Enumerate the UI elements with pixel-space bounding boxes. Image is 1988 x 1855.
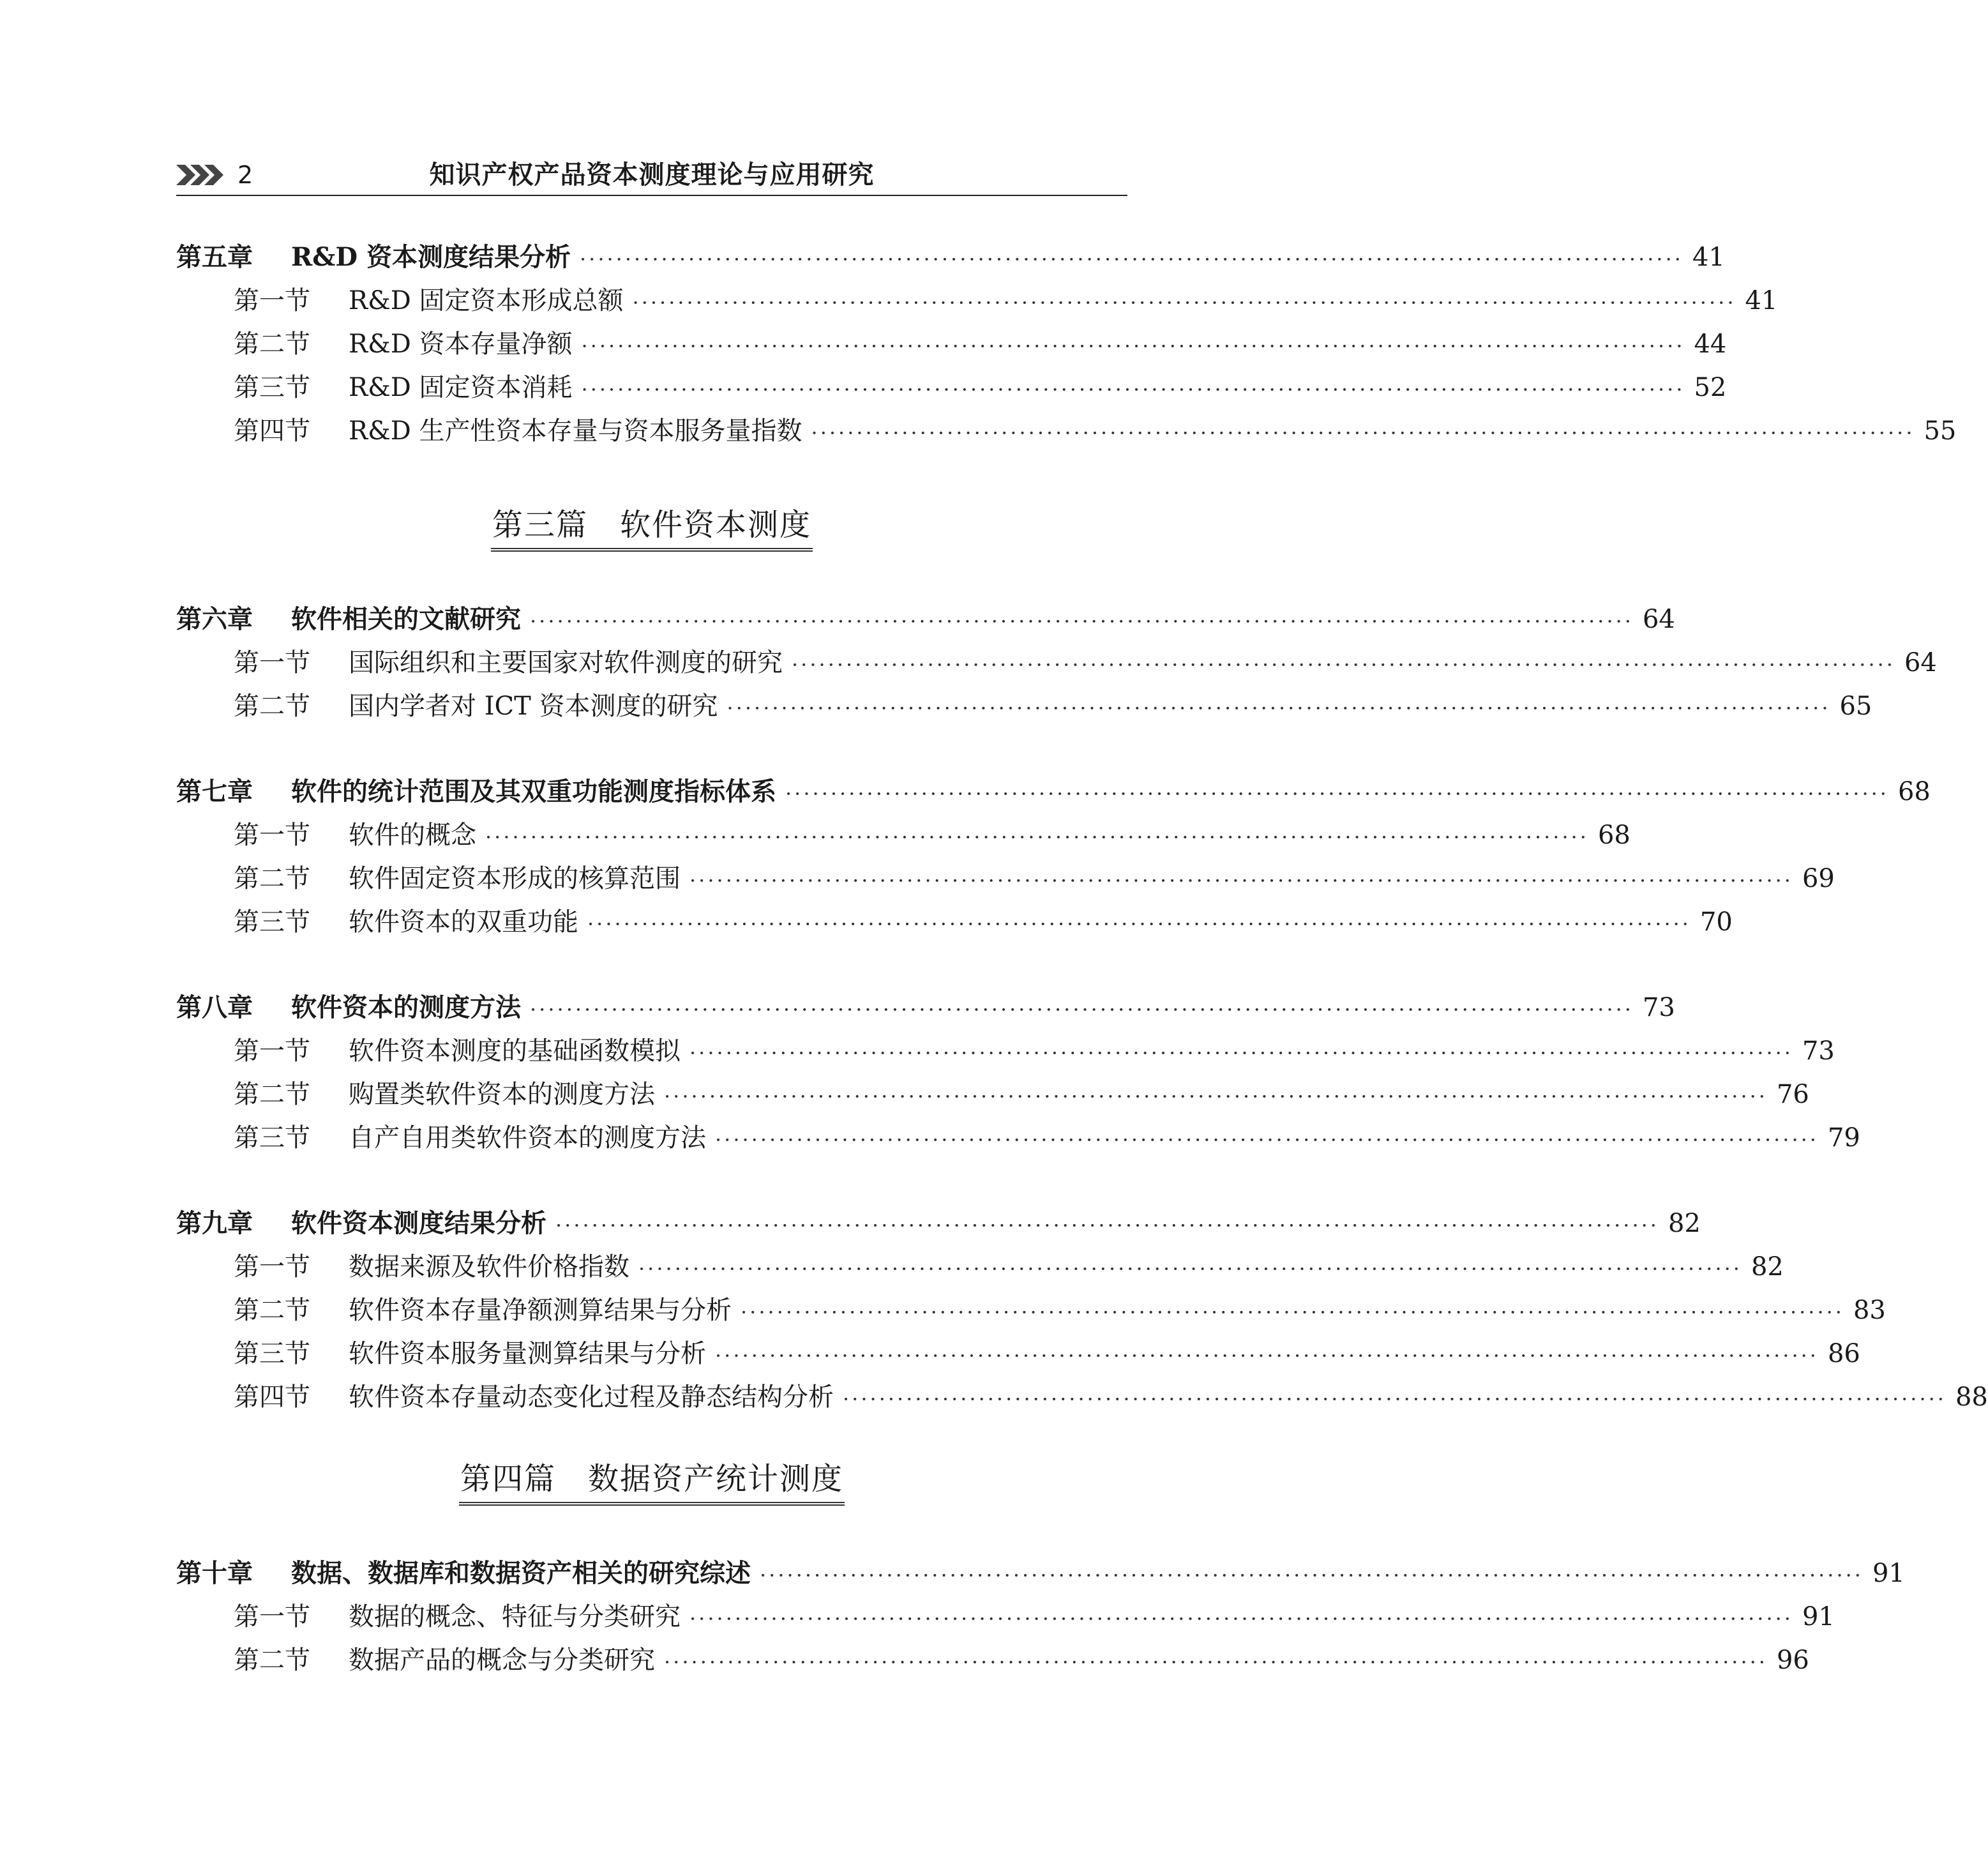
toc-section[interactable] <box>234 1336 1860 1372</box>
toc-chapter-10[interactable] <box>176 1556 1905 1591</box>
section-title: 软件固定资本形成的核算范围 <box>349 864 681 893</box>
toc-section[interactable] <box>234 817 1630 853</box>
toc-section[interactable] <box>234 326 1727 362</box>
section-title: 自产自用类软件资本的测度方法 <box>349 1123 706 1153</box>
section-title: 软件资本测度的基础函数模拟 <box>349 1036 681 1066</box>
page-ref: 96 <box>1776 1646 1809 1675</box>
page-ref: 70 <box>1699 907 1733 937</box>
dot-leader: ·························································································································· <box>555 1213 1659 1238</box>
section-title: 软件资本存量动态变化过程及静态结构分析 <box>349 1382 834 1412</box>
page-ref: 73 <box>1802 1036 1835 1066</box>
toc-section[interactable] <box>234 861 1835 897</box>
dot-leader: ·························································································································· <box>579 247 1683 271</box>
dot-leader: ·························································································································· <box>689 1041 1793 1065</box>
page-ref: 88 <box>1955 1382 1988 1412</box>
dot-leader: ·························································································································· <box>581 334 1685 358</box>
page-ref: 73 <box>1642 993 1675 1022</box>
section-title: 国内学者对 ICT 资本测度的研究 <box>349 692 718 721</box>
page-ref: 76 <box>1776 1080 1809 1109</box>
dot-leader: ·························································································································· <box>760 1563 1864 1587</box>
chapter-title: R&D 资本测度结果分析 <box>291 242 571 272</box>
section-title: 购置类软件资本的测度方法 <box>349 1080 655 1109</box>
page-ref: 79 <box>1827 1123 1860 1153</box>
dot-leader: ·························································································································· <box>530 609 1634 633</box>
page-ref: 55 <box>1924 416 1957 446</box>
dot-leader: ·························································································································· <box>727 696 1831 720</box>
toc-chapter-8[interactable] <box>176 990 1675 1026</box>
section-number: 第二节 <box>234 1080 310 1109</box>
section-number: 第一节 <box>234 1252 310 1282</box>
section-title: 软件的概念 <box>349 821 476 850</box>
section-title: 软件资本存量净额测算结果与分析 <box>349 1296 732 1325</box>
dot-leader: ·························································································································· <box>485 825 1589 849</box>
toc-section[interactable] <box>234 1599 1835 1635</box>
section-title: R&D 生产性资本存量与资本服务量指数 <box>349 416 802 446</box>
section-title: R&D 固定资本形成总额 <box>349 286 624 315</box>
page-number: 2 <box>237 161 253 189</box>
section-title: 软件资本服务量测算结果与分析 <box>349 1339 706 1368</box>
dot-leader: ·························································································································· <box>689 868 1793 893</box>
section-title: 国际组织和主要国家对软件测度的研究 <box>349 648 783 678</box>
toc-chapter-6[interactable] <box>176 602 1675 637</box>
toc-section[interactable] <box>234 1292 1886 1328</box>
dot-leader: ·························································································································· <box>664 1650 1768 1674</box>
section-number: 第一节 <box>234 286 310 315</box>
chapter-number: 第六章 <box>176 604 253 634</box>
toc-section[interactable] <box>234 370 1727 405</box>
section-title: 数据的概念、特征与分类研究 <box>349 1602 681 1632</box>
section-title: 数据来源及软件价格指数 <box>349 1252 629 1282</box>
page-ref: 64 <box>1904 648 1937 678</box>
dot-leader: ·························································································································· <box>632 291 1736 315</box>
toc-section[interactable] <box>234 688 1872 724</box>
toc-chapter-9[interactable] <box>176 1206 1701 1241</box>
section-number: 第二节 <box>234 692 310 721</box>
dot-leader: ·························································································································· <box>792 653 1895 677</box>
section-title: 软件资本的双重功能 <box>349 907 578 937</box>
toc-chapter-5[interactable] <box>176 239 1725 275</box>
page-ref: 68 <box>1897 777 1931 806</box>
chapter-title: 软件资本的测度方法 <box>291 992 521 1022</box>
section-number: 第三节 <box>234 907 310 937</box>
page-ref: 82 <box>1751 1252 1784 1282</box>
section-number: 第一节 <box>234 1602 310 1632</box>
toc-section[interactable] <box>234 413 1957 449</box>
chapter-title: 数据、数据库和数据资产相关的研究综述 <box>291 1558 751 1588</box>
chapter-number: 第十章 <box>176 1558 253 1588</box>
section-number: 第二节 <box>234 864 310 893</box>
section-number: 第一节 <box>234 648 310 678</box>
page-ref: 65 <box>1839 692 1872 721</box>
toc-section[interactable] <box>234 645 1937 681</box>
section-number: 第一节 <box>234 1036 310 1066</box>
chapter-number: 第五章 <box>176 242 253 272</box>
toc-section[interactable] <box>234 1033 1835 1069</box>
section-number: 第一节 <box>234 821 310 850</box>
page-ref: 44 <box>1694 329 1727 359</box>
chapter-number: 第八章 <box>176 992 253 1022</box>
toc-section[interactable] <box>234 1642 1809 1678</box>
toc-section[interactable] <box>234 1077 1809 1112</box>
page-ref: 52 <box>1694 373 1727 402</box>
page-ref: 91 <box>1802 1602 1835 1632</box>
page-ref: 68 <box>1597 821 1630 850</box>
part-heading <box>176 504 1127 552</box>
part-heading <box>176 1458 1127 1506</box>
page-ref: 64 <box>1642 605 1675 634</box>
toc-section[interactable] <box>234 904 1733 940</box>
chapter-title: 软件资本测度结果分析 <box>291 1208 546 1238</box>
dot-leader: ·························································································································· <box>843 1387 1947 1411</box>
running-header <box>176 157 1127 195</box>
chapter-number: 第七章 <box>176 776 253 806</box>
chapter-title: 软件相关的文献研究 <box>291 604 521 634</box>
section-number: 第二节 <box>234 329 310 359</box>
toc-section[interactable] <box>234 1249 1784 1285</box>
section-number: 第四节 <box>234 416 310 446</box>
section-title: R&D 固定资本消耗 <box>349 373 573 402</box>
section-number: 第三节 <box>234 1123 310 1153</box>
section-title: R&D 资本存量净额 <box>349 329 573 359</box>
section-number: 第三节 <box>234 373 310 402</box>
page-ref: 69 <box>1802 864 1835 893</box>
dot-leader: ·························································································································· <box>581 377 1685 402</box>
toc-chapter-7[interactable] <box>176 774 1931 810</box>
dot-leader: ·························································································································· <box>530 997 1634 1022</box>
page-ref: 83 <box>1853 1296 1886 1325</box>
dot-leader: ·························································································································· <box>638 1257 1742 1281</box>
section-number: 第三节 <box>234 1339 310 1368</box>
toc-section[interactable] <box>234 283 1778 319</box>
section-number: 第二节 <box>234 1296 310 1325</box>
page-ref: 41 <box>1692 243 1725 272</box>
section-number: 第二节 <box>234 1646 310 1675</box>
dot-leader: ·························································································································· <box>785 782 1889 806</box>
chapter-title: 软件的统计范围及其双重功能测度指标体系 <box>291 776 776 806</box>
dot-leader: ·························································································································· <box>715 1344 1819 1368</box>
section-number: 第四节 <box>234 1382 310 1412</box>
toc-section[interactable] <box>234 1379 1988 1415</box>
header-rule <box>176 195 1127 196</box>
part-title: 第三篇 软件资本测度 <box>491 504 813 552</box>
chapter-number: 第九章 <box>176 1208 253 1238</box>
page-ref: 86 <box>1827 1339 1860 1368</box>
dot-leader: ·························································································································· <box>689 1607 1793 1631</box>
page-ref: 41 <box>1745 286 1778 315</box>
section-title: 数据产品的概念与分类研究 <box>349 1646 655 1675</box>
page-ref: 82 <box>1668 1209 1701 1238</box>
dot-leader: ·························································································································· <box>664 1084 1768 1109</box>
part-title: 第四篇 数据资产统计测度 <box>459 1458 845 1506</box>
dot-leader: ·························································································································· <box>741 1300 1844 1324</box>
dot-leader: ·························································································································· <box>715 1128 1819 1152</box>
dot-leader: ·························································································································· <box>587 912 1691 936</box>
dot-leader: ·························································································································· <box>811 421 1915 445</box>
book-title: 知识产权产品资本测度理论与应用研究 <box>429 160 875 190</box>
page-ref: 91 <box>1872 1559 1905 1588</box>
toc-section[interactable] <box>234 1120 1860 1156</box>
